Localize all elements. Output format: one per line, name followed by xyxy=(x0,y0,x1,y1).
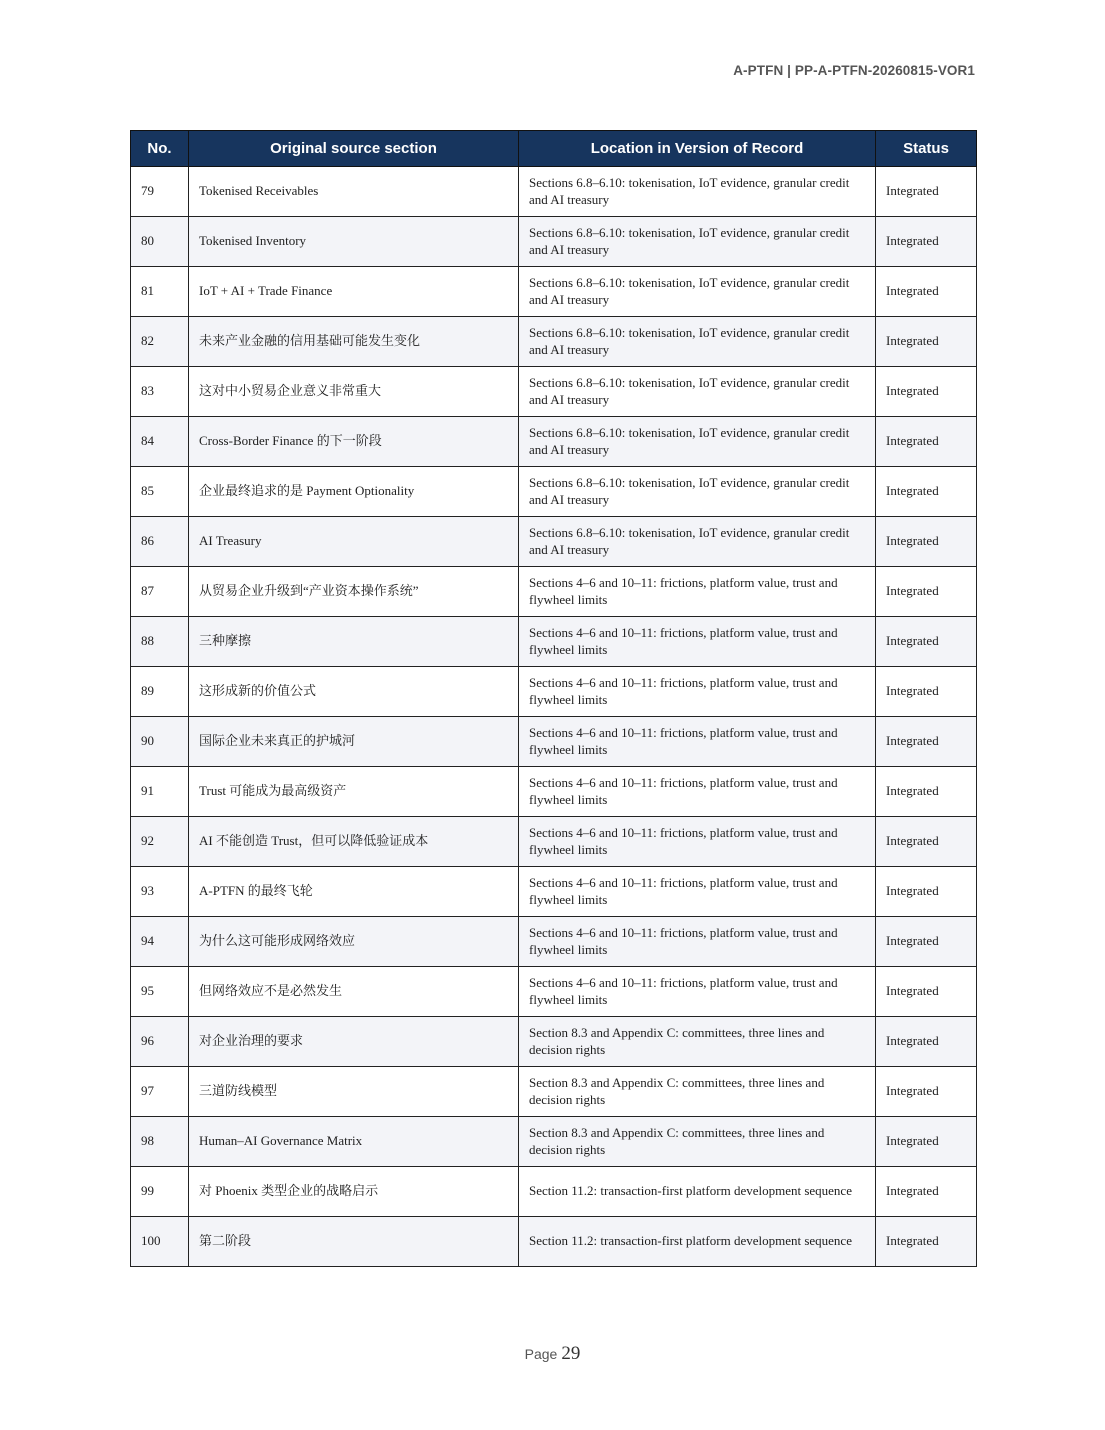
cell-no: 88 xyxy=(131,617,189,667)
table-row xyxy=(131,667,977,717)
cell-status: Integrated xyxy=(876,667,977,717)
cell-location: Sections 6.8–6.10: tokenisation, IoT evidence, granular credit and AI treasury xyxy=(519,467,876,517)
table-row xyxy=(131,217,977,267)
cell-source: 对 Phoenix 类型企业的战略启示 xyxy=(189,1167,519,1217)
cell-source: 但网络效应不是必然发生 xyxy=(189,967,519,1017)
table-row xyxy=(131,1167,977,1217)
table-row xyxy=(131,767,977,817)
cell-no: 95 xyxy=(131,967,189,1017)
cell-source: Human–AI Governance Matrix xyxy=(189,1117,519,1167)
cell-status: Integrated xyxy=(876,567,977,617)
cell-location: Sections 4–6 and 10–11: frictions, platform value, trust and flywheel limits xyxy=(519,567,876,617)
cell-source: 企业最终追求的是 Payment Optionality xyxy=(189,467,519,517)
cell-source: 这形成新的价值公式 xyxy=(189,667,519,717)
cell-location: Sections 4–6 and 10–11: frictions, platform value, trust and flywheel limits xyxy=(519,917,876,967)
page-number: 29 xyxy=(561,1343,581,1364)
table-row xyxy=(131,417,977,467)
cell-status: Integrated xyxy=(876,217,977,267)
cell-status: Integrated xyxy=(876,1117,977,1167)
cell-source: 三种摩擦 xyxy=(189,617,519,667)
cell-status: Integrated xyxy=(876,267,977,317)
cell-location: Section 8.3 and Appendix C: committees, three lines and decision rights xyxy=(519,1017,876,1067)
table-row xyxy=(131,967,977,1017)
page-label: Page xyxy=(524,1346,558,1362)
cell-status: Integrated xyxy=(876,317,977,367)
table-row xyxy=(131,1117,977,1167)
table-row xyxy=(131,167,977,217)
table-row xyxy=(131,317,977,367)
cell-status: Integrated xyxy=(876,1217,977,1267)
table-row xyxy=(131,567,977,617)
table-row xyxy=(131,717,977,767)
page-footer xyxy=(0,1343,1105,1365)
cell-source: 为什么这可能形成网络效应 xyxy=(189,917,519,967)
cell-no: 85 xyxy=(131,467,189,517)
cell-no: 98 xyxy=(131,1117,189,1167)
cell-no: 82 xyxy=(131,317,189,367)
table-row xyxy=(131,1067,977,1117)
cell-status: Integrated xyxy=(876,817,977,867)
cell-location: Section 8.3 and Appendix C: committees, three lines and decision rights xyxy=(519,1117,876,1167)
cell-source: 三道防线模型 xyxy=(189,1067,519,1117)
column-header-status: Status xyxy=(876,131,977,167)
cell-location: Section 8.3 and Appendix C: committees, three lines and decision rights xyxy=(519,1067,876,1117)
column-header-location: Location in Version of Record xyxy=(519,131,876,167)
cell-location: Sections 6.8–6.10: tokenisation, IoT evidence, granular credit and AI treasury xyxy=(519,317,876,367)
cell-no: 81 xyxy=(131,267,189,317)
cell-no: 89 xyxy=(131,667,189,717)
cell-location: Section 11.2: transaction-first platform development sequence xyxy=(519,1217,876,1267)
table-row xyxy=(131,367,977,417)
cell-source: 对企业治理的要求 xyxy=(189,1017,519,1067)
cell-status: Integrated xyxy=(876,1017,977,1067)
cell-source: Tokenised Inventory xyxy=(189,217,519,267)
table-row xyxy=(131,467,977,517)
table-row xyxy=(131,267,977,317)
cell-no: 87 xyxy=(131,567,189,617)
document-reference: A-PTFN | PP-A-PTFN-20260815-VOR1 xyxy=(733,63,975,78)
cell-source: AI Treasury xyxy=(189,517,519,567)
table-row xyxy=(131,617,977,667)
source-mapping-table xyxy=(130,130,977,1267)
cell-source: IoT + AI + Trade Finance xyxy=(189,267,519,317)
cell-status: Integrated xyxy=(876,717,977,767)
cell-no: 90 xyxy=(131,717,189,767)
cell-location: Sections 6.8–6.10: tokenisation, IoT evidence, granular credit and AI treasury xyxy=(519,367,876,417)
cell-no: 80 xyxy=(131,217,189,267)
cell-no: 93 xyxy=(131,867,189,917)
cell-location: Sections 4–6 and 10–11: frictions, platform value, trust and flywheel limits xyxy=(519,967,876,1017)
cell-location: Sections 6.8–6.10: tokenisation, IoT evidence, granular credit and AI treasury xyxy=(519,417,876,467)
table-row xyxy=(131,1017,977,1067)
cell-location: Sections 6.8–6.10: tokenisation, IoT evidence, granular credit and AI treasury xyxy=(519,267,876,317)
cell-status: Integrated xyxy=(876,967,977,1017)
cell-no: 86 xyxy=(131,517,189,567)
cell-no: 100 xyxy=(131,1217,189,1267)
cell-source: Trust 可能成为最高级资产 xyxy=(189,767,519,817)
cell-location: Section 11.2: transaction-first platform development sequence xyxy=(519,1167,876,1217)
table-row xyxy=(131,517,977,567)
cell-status: Integrated xyxy=(876,1067,977,1117)
cell-status: Integrated xyxy=(876,917,977,967)
cell-no: 94 xyxy=(131,917,189,967)
cell-location: Sections 6.8–6.10: tokenisation, IoT evidence, granular credit and AI treasury xyxy=(519,167,876,217)
cell-no: 92 xyxy=(131,817,189,867)
column-header-source: Original source section xyxy=(189,131,519,167)
table-body xyxy=(131,167,977,1267)
cell-no: 91 xyxy=(131,767,189,817)
cell-no: 97 xyxy=(131,1067,189,1117)
cell-source: 这对中小贸易企业意义非常重大 xyxy=(189,367,519,417)
cell-status: Integrated xyxy=(876,167,977,217)
cell-source: 国际企业未来真正的护城河 xyxy=(189,717,519,767)
cell-location: Sections 4–6 and 10–11: frictions, platform value, trust and flywheel limits xyxy=(519,717,876,767)
cell-status: Integrated xyxy=(876,517,977,567)
cell-no: 84 xyxy=(131,417,189,467)
cell-source: AI 不能创造 Trust，但可以降低验证成本 xyxy=(189,817,519,867)
cell-status: Integrated xyxy=(876,1167,977,1217)
table-row xyxy=(131,917,977,967)
cell-no: 96 xyxy=(131,1017,189,1067)
cell-status: Integrated xyxy=(876,767,977,817)
cell-status: Integrated xyxy=(876,617,977,667)
cell-status: Integrated xyxy=(876,467,977,517)
column-header-no: No. xyxy=(131,131,189,167)
cell-status: Integrated xyxy=(876,367,977,417)
cell-status: Integrated xyxy=(876,867,977,917)
cell-location: Sections 4–6 and 10–11: frictions, platform value, trust and flywheel limits xyxy=(519,817,876,867)
cell-location: Sections 6.8–6.10: tokenisation, IoT evidence, granular credit and AI treasury xyxy=(519,217,876,267)
table-header-row xyxy=(131,131,977,167)
cell-no: 79 xyxy=(131,167,189,217)
cell-location: Sections 6.8–6.10: tokenisation, IoT evidence, granular credit and AI treasury xyxy=(519,517,876,567)
cell-source: A-PTFN 的最终飞轮 xyxy=(189,867,519,917)
cell-location: Sections 4–6 and 10–11: frictions, platform value, trust and flywheel limits xyxy=(519,667,876,717)
cell-location: Sections 4–6 and 10–11: frictions, platform value, trust and flywheel limits xyxy=(519,617,876,667)
cell-status: Integrated xyxy=(876,417,977,467)
table-row xyxy=(131,1217,977,1267)
cell-source: 第二阶段 xyxy=(189,1217,519,1267)
cell-no: 83 xyxy=(131,367,189,417)
cell-source: 从贸易企业升级到“产业资本操作系统” xyxy=(189,567,519,617)
table-row xyxy=(131,867,977,917)
cell-location: Sections 4–6 and 10–11: frictions, platform value, trust and flywheel limits xyxy=(519,867,876,917)
cell-no: 99 xyxy=(131,1167,189,1217)
cell-source: Cross-Border Finance 的下一阶段 xyxy=(189,417,519,467)
cell-source: Tokenised Receivables xyxy=(189,167,519,217)
cell-source: 未来产业金融的信用基础可能发生变化 xyxy=(189,317,519,367)
table-row xyxy=(131,817,977,867)
cell-location: Sections 4–6 and 10–11: frictions, platform value, trust and flywheel limits xyxy=(519,767,876,817)
